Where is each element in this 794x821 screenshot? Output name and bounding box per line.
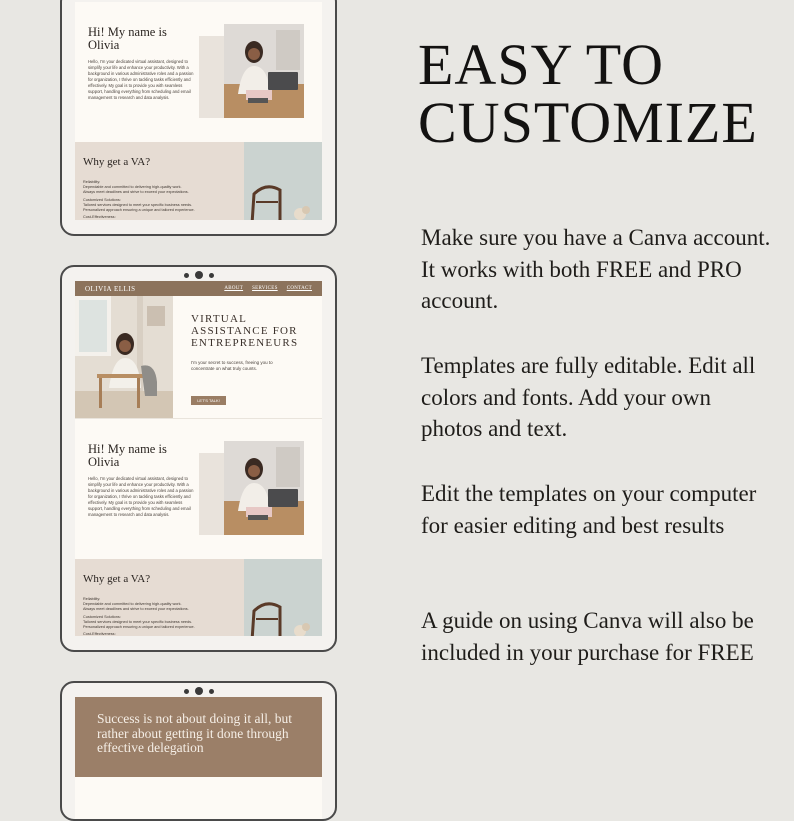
hero-text <box>173 296 322 418</box>
tablet-screen <box>75 2 322 220</box>
tablet-screen <box>75 697 322 819</box>
lets-talk-button[interactable]: LET'S TALK! <box>191 396 226 405</box>
about-photo <box>224 24 304 118</box>
why-item: Always meet deadlines and strive to exceed your expectations. <box>83 607 189 612</box>
why-item: Customized Solutions: <box>83 614 121 619</box>
tablet-screen <box>75 281 322 636</box>
why-va-text <box>75 559 244 636</box>
why-va-section <box>75 142 322 220</box>
hero-section <box>75 296 322 419</box>
nav-link-about[interactable]: ABOUT <box>224 286 244 291</box>
chair-photo <box>244 559 322 636</box>
chair-photo <box>244 142 322 220</box>
why-item: Personalized approach ensuring a unique and tailored experience. <box>83 208 195 213</box>
nav-link-services[interactable]: SERVICES <box>252 286 278 291</box>
quote-banner <box>75 697 322 777</box>
tablet-mockup-top <box>60 0 337 236</box>
about-section <box>75 2 322 142</box>
main-heading: EASY TO CUSTOMIZE <box>418 32 758 155</box>
hero-photo <box>75 296 173 418</box>
why-va-list <box>83 180 236 220</box>
why-item: Customized Solutions: <box>83 197 121 202</box>
paragraph-editable: Templates are fully editable. Edit all colors and fonts. Add your own photos and text. <box>421 353 756 441</box>
tablet-mockup-bottom <box>60 681 337 821</box>
why-item: Cost-Effectiveness: <box>83 632 116 636</box>
why-item: Tailored services designed to meet your specific business needs. <box>83 202 193 207</box>
why-va-title: Why get a VA? <box>83 573 151 585</box>
camera-dots <box>184 271 214 279</box>
nav-link-contact[interactable]: CONTACT <box>286 286 312 291</box>
why-item: Reliability: <box>83 597 101 601</box>
paragraph-computer: Edit the templates on your computer for easier editing and best results <box>421 481 757 538</box>
why-va-text <box>75 142 244 220</box>
about-body: Hello, I'm your dedicated virtual assistant, designed to simplify your life and enhance your productivity. With a background in various administrative roles and a passion for organization, I thrive on tackling tasks efficiently and effectively. My goal is to provide you with seamless support, handling everything from scheduling and email management to research and data analysis. <box>88 59 194 100</box>
why-va-list <box>83 597 236 636</box>
why-item: Dependable and committed to delivering high-quality work. <box>83 185 182 190</box>
why-va-title: Why get a VA? <box>83 156 151 168</box>
paragraph-guide: A guide on using Canva will also be included in your purchase for FREE <box>421 608 754 665</box>
hero-subtitle: I'm your secret to success, freeing you to concentrate on what truly counts. <box>191 360 273 371</box>
about-title: Hi! My name is Olivia <box>88 25 167 52</box>
paragraph-canva-account: Make sure you have a Canva account. It works with both FREE and PRO account. <box>421 225 771 313</box>
why-item: Always meet deadlines and strive to exceed your expectations. <box>83 190 189 195</box>
nav-links <box>224 286 312 291</box>
website-nav <box>75 281 322 296</box>
why-item: Dependable and committed to delivering high-quality work. <box>83 602 182 607</box>
about-body: Hello, I'm your dedicated virtual assistant, designed to simplify your life and enhance your productivity. With a background in various administrative roles and a passion for organization, I thrive on tackling tasks efficiently and effectively. My goal is to provide you with seamless support, handling everything from scheduling and email management to research and data analysis. <box>88 476 194 517</box>
about-title: Hi! My name is Olivia <box>88 442 167 469</box>
quote-text: Success is not about doing it all, but rather about getting it done through effective delegation <box>97 711 292 755</box>
camera-dots <box>184 687 214 695</box>
why-item: Reliability: <box>83 180 101 184</box>
tablet-mockup-middle <box>60 265 337 652</box>
about-photo <box>224 441 304 535</box>
hero-title: VIRTUAL ASSISTANCE FOR ENTREPRENEURS <box>191 313 299 349</box>
why-va-section <box>75 559 322 636</box>
about-section <box>75 419 322 559</box>
why-item: Tailored services designed to meet your specific business needs. <box>83 619 193 624</box>
why-item: Personalized approach ensuring a unique and tailored experience. <box>83 625 195 630</box>
why-item: Cost-Effectiveness: <box>83 215 116 220</box>
brand-logo: OLIVIA ELLIS <box>85 284 136 293</box>
